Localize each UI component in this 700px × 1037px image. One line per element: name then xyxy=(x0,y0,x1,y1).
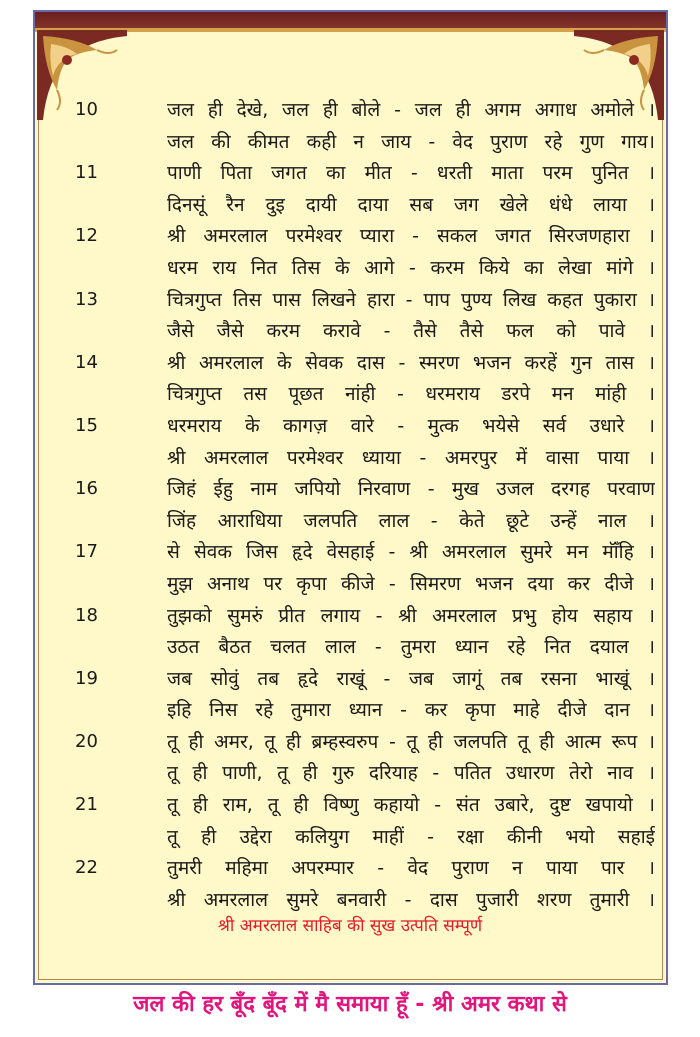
verse-number: 14 xyxy=(75,351,98,373)
verse-line: तू ही अमर, तू ही ब्रम्हस्वरुप - तू ही जलपति तू ही आत्म रूप । xyxy=(167,730,655,753)
verse-line: तुमरी महिमा अपरम्पार - वेद पुराण न पाया पार । xyxy=(167,857,655,880)
verse-item xyxy=(75,538,655,601)
verse-item xyxy=(75,854,655,917)
verse-line: जिहं ईहु नाम जपियो निरवाण - मुख उजल दरगह परवाण xyxy=(167,478,655,501)
verse-number: 20 xyxy=(75,730,98,752)
completion-note: श्री अमरलाल साहिब की सुख उत्पति सम्पूर्ण xyxy=(217,916,483,936)
verse-line: मुझ अनाथ पर कृपा कीजे - सिमरण भजन दया कर दीजे । xyxy=(167,572,655,595)
page-frame xyxy=(33,10,668,985)
verse-number: 15 xyxy=(75,414,98,436)
verse-item xyxy=(75,286,655,349)
verse-line: तू ही राम, तू ही विष्णु कहायो - संत उबारे, दुष्ट खपायो । xyxy=(167,794,655,817)
verse-line: पाणी पिता जगत का मीत - धरती माता परम पुनित । xyxy=(167,162,655,185)
verse-item xyxy=(75,349,655,412)
verse-item xyxy=(75,159,655,222)
verse-line: चित्रगुप्त तस पूछत नांही - धरमराय डरपे मन मांही । xyxy=(167,383,655,406)
top-ornamental-bar xyxy=(35,12,666,32)
verse-number: 22 xyxy=(75,857,98,879)
verse-number: 16 xyxy=(75,478,98,500)
verse-item xyxy=(75,791,655,854)
bottom-caption: जल की हर बूँद बूँद में मै समाया हूँ - श्री अमर कथा से xyxy=(133,992,567,1017)
verse-line: इहि निस रहे तुमारा ध्यान - कर कृपा माहे दीजे दान । xyxy=(167,699,655,722)
verse-number: 19 xyxy=(75,667,98,689)
verse-line: श्री अमरलाल परमेश्वर प्यारा - सकल जगत सिरजणहारा । xyxy=(167,225,655,248)
verse-number: 18 xyxy=(75,604,98,626)
verse-line: तू ही उद्देरा कलियुग माहीं - रक्षा कीनी भयो सहाई xyxy=(167,825,655,848)
verse-line: दिनसूं रैन दुइ दायी दाया सब जग खेले धंधे लाया । xyxy=(167,193,655,216)
verse-item xyxy=(75,412,655,475)
verse-line: जल ही देखे, जल ही बोले - जल ही अगम अगाध अमोले । xyxy=(167,99,655,121)
verse-list xyxy=(75,96,655,917)
verse-number: 17 xyxy=(75,541,98,563)
verse-line: श्री अमरलाल के सेवक दास - स्मरण भजन करहें गुन तास । xyxy=(167,351,655,374)
verse-number: 21 xyxy=(75,794,98,816)
verse-number: 11 xyxy=(75,162,98,184)
verse-line: चित्रगुप्त तिस पास लिखने हारा - पाप पुण्य लिख कहत पुकारा । xyxy=(167,288,655,311)
verse-item xyxy=(75,222,655,285)
verse-line: श्री अमरलाल सुमरे बनवारी - दास पुजारी शरण तुमारी । xyxy=(167,888,655,911)
verse-line: जल की कीमत कही न जाय - वेद पुराण रहे गुण गाय। xyxy=(167,130,655,153)
verse-item xyxy=(75,602,655,665)
verse-line: धरमराय के कागज़ वारे - मुत्क भयेसे सर्व उधारे । xyxy=(167,414,655,437)
verse-number: 12 xyxy=(75,225,98,247)
verse-number: 13 xyxy=(75,288,98,310)
verse-line: तू ही पाणी, तू ही गुरु दरियाह - पतित उधारण तेरो नाव । xyxy=(167,762,655,785)
verse-line: जब सोवुं तब हृदे राखूं - जब जागूं तब रसना भाखूं । xyxy=(167,667,655,690)
verse-line: तुझको सुमरुं प्रीत लगाय - श्री अमरलाल प्रभु होय सहाय । xyxy=(167,604,655,627)
verse-item xyxy=(75,96,655,159)
verse-line: उठत बैठत चलत लाल - तुमरा ध्यान रहे नित दयाल । xyxy=(167,636,655,659)
verse-number: 10 xyxy=(75,99,98,120)
verse-item xyxy=(75,475,655,538)
verse-line: से सेवक जिस हृदे वेसहाई - श्री अमरलाल सुमरे मन मॉँहि । xyxy=(167,541,655,564)
verse-line: जिंह आराधिया जलपति लाल - केते छूटे उन्हें नाल । xyxy=(167,509,655,532)
verse-item xyxy=(75,665,655,728)
verse-line: श्री अमरलाल परमेश्वर ध्याया - अमरपुर में वासा पाया । xyxy=(167,446,655,469)
verse-item xyxy=(75,728,655,791)
verse-line: जैसे जैसे करम करावे - तैसे तैसे फल को पावे । xyxy=(167,320,655,343)
verse-line: धरम राय नित तिस के आगे - करम किये का लेखा मांगे । xyxy=(167,256,655,279)
